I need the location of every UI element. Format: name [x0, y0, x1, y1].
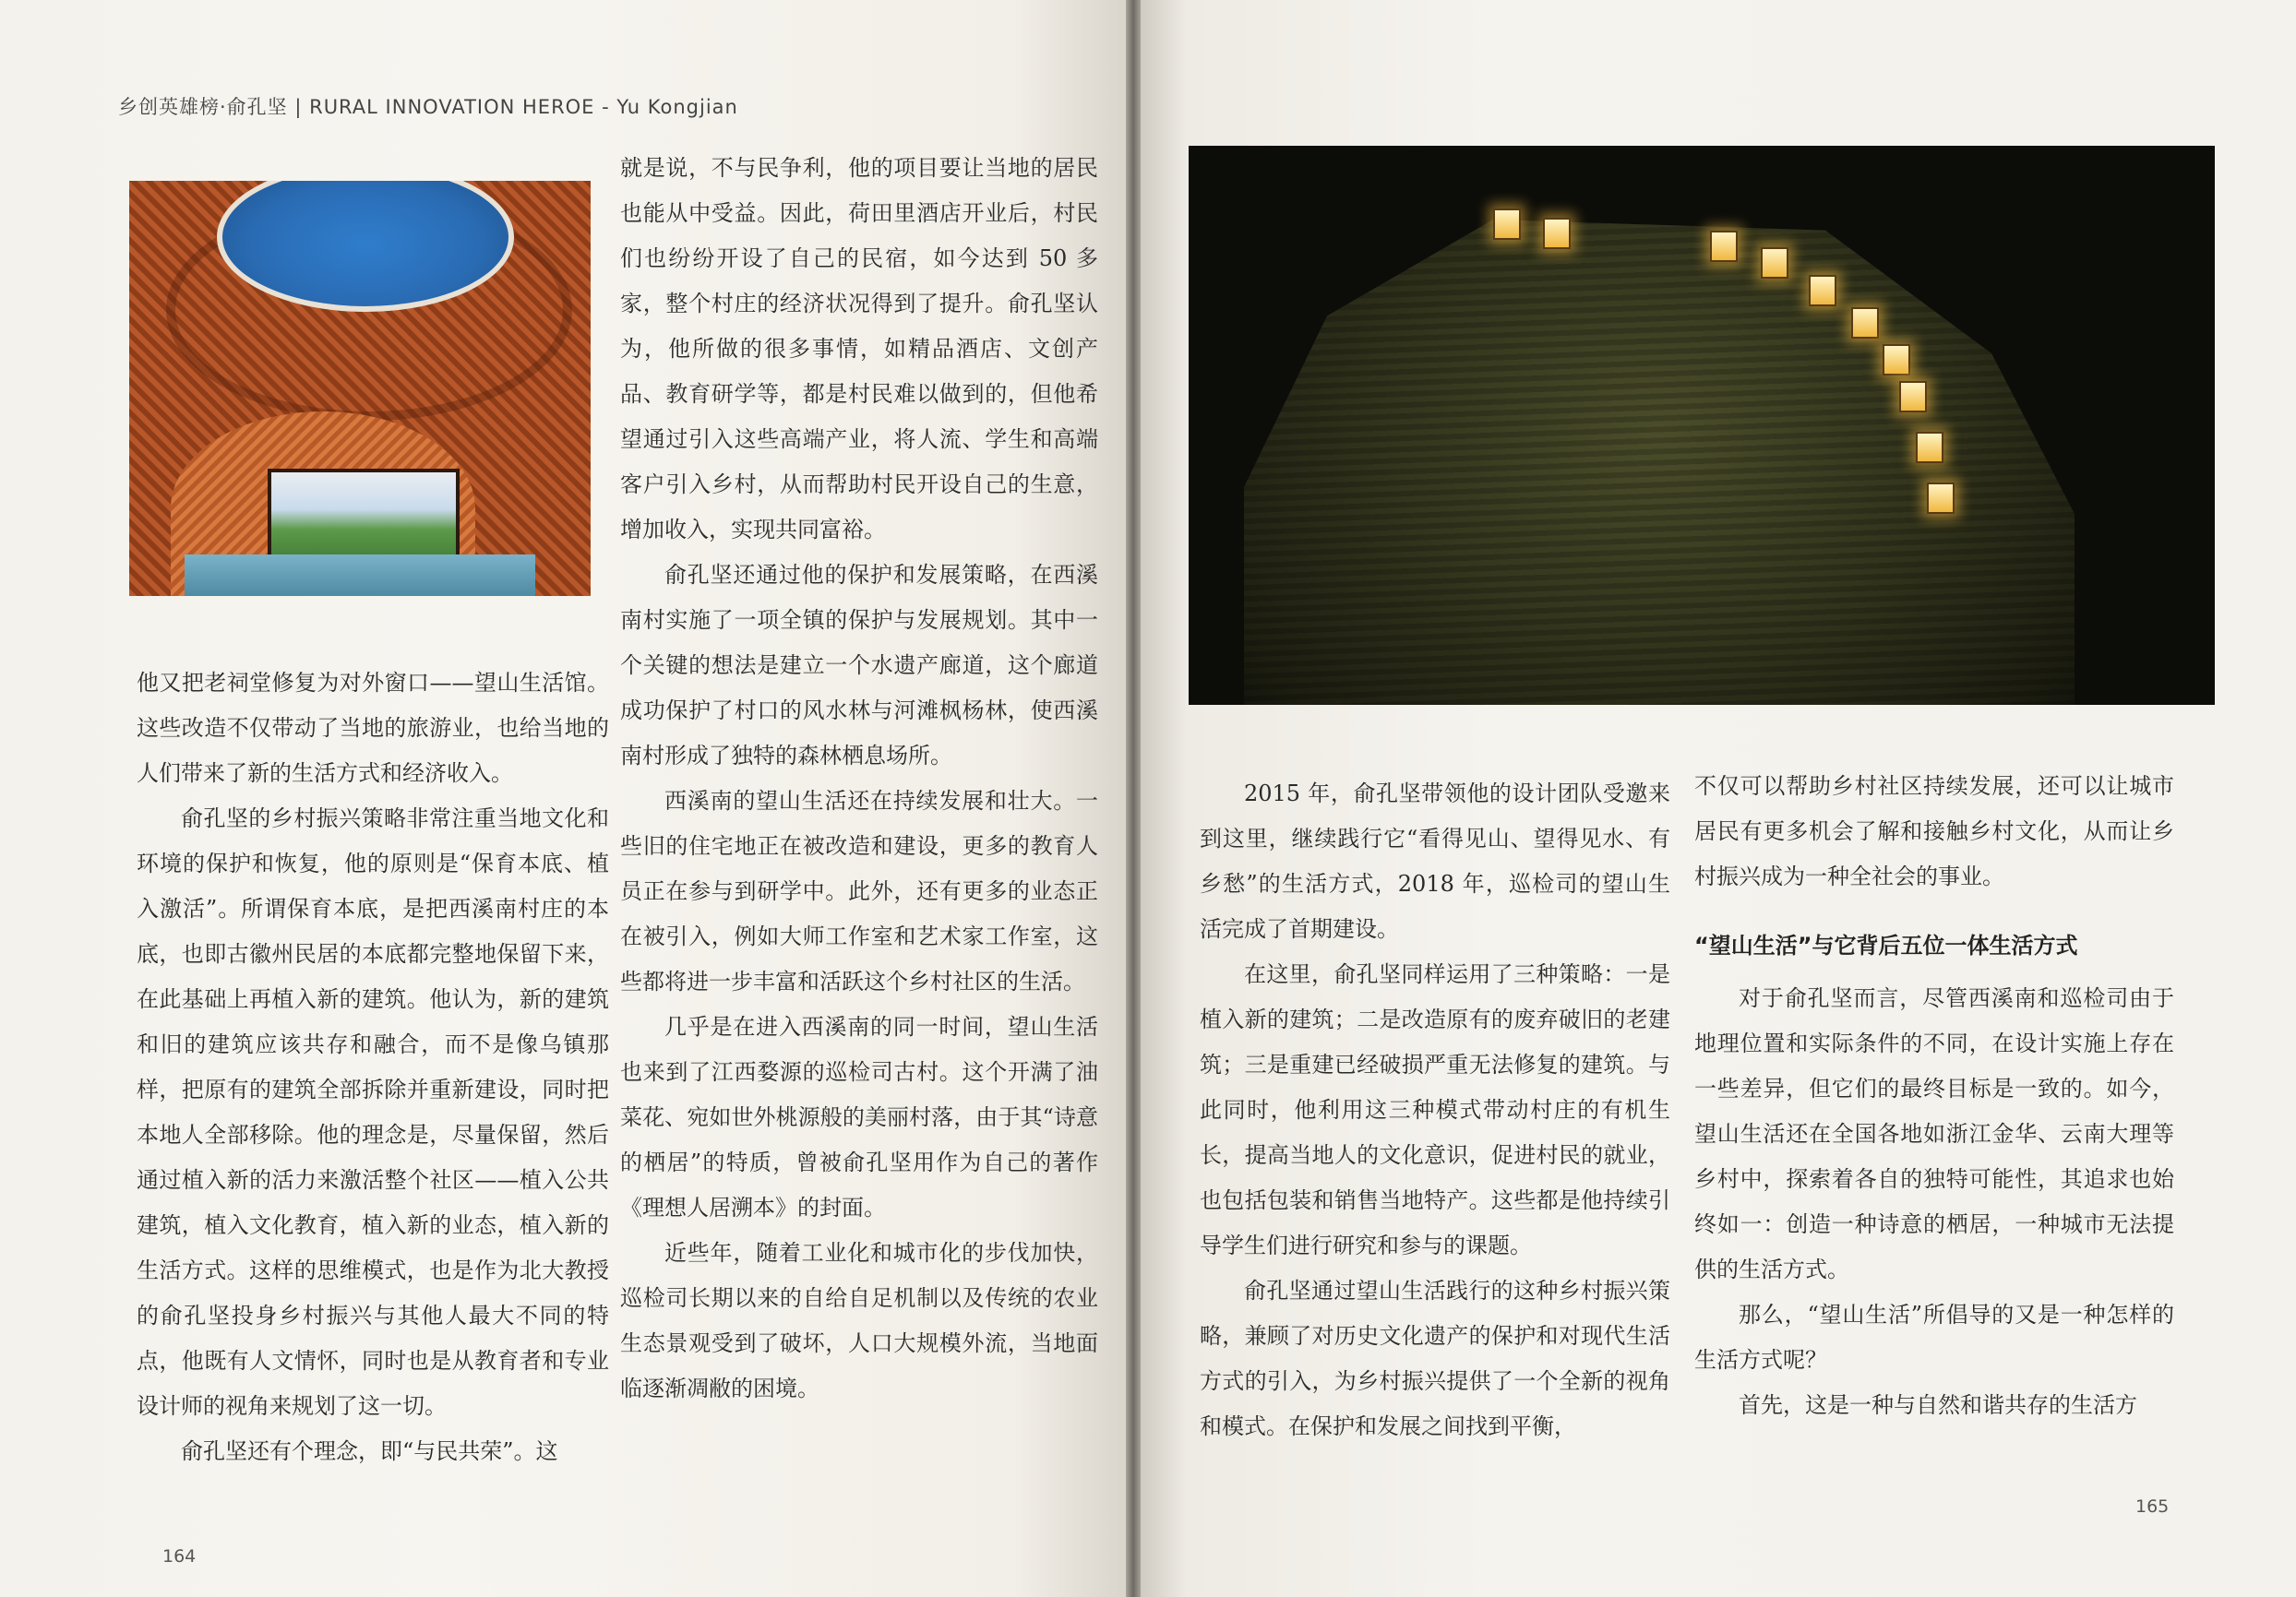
paragraph: 俞孔坚通过望山生活践行的这种乡村振兴策略，兼顾了对历史文化遗产的保护和对现代生活方式的引入，为乡村振兴提供了一个全新的视角和模式。在保护和发展之间找到平衡， [1200, 1278, 1670, 1439]
left-column-1 [137, 661, 609, 1474]
lantern-light [1710, 231, 1738, 262]
paragraph: 2015 年，俞孔坚带领他的设计团队受邀来到这里，继续践行它“看得见山、望得见水、有乡愁”的生活方式，2018 年，巡检司的望山生活完成了首期建设。 [1200, 781, 1670, 942]
paragraph: 不仅可以帮助乡村社区持续发展，还可以让城市居民有更多机会了解和接触乡村文化，从而让乡村振兴成为一种全社会的事业。 [1694, 773, 2174, 889]
lantern-light [1899, 381, 1927, 412]
paragraph: 在这里，俞孔坚同样运用了三种策略：一是植入新的建筑；二是改造原有的废弃破旧的老建筑；三是重建已经破损严重无法修复的建筑。与此同时，他利用这三种模式带动村庄的有机生长，提高当地人的文化意识，促进村民的就业，也包括包装和销售当地特产。这些都是他持续引导学生们进行研究和参与的课题。 [1200, 961, 1670, 1258]
lantern-light [1851, 307, 1879, 339]
page-number: 165 [2135, 1496, 2170, 1517]
book-gutter [1126, 0, 1141, 1597]
lantern-light [1543, 218, 1571, 249]
paragraph: 几乎是在进入西溪南的同一时间，望山生活也来到了江西婺源的巡检司古村。这个开满了油菜花、宛如世外桃源般的美丽村落，由于其“诗意的栖居”的特质，曾被俞孔坚用作为自己的著作《理想人居溯本》的封面。 [620, 1014, 1098, 1221]
left-column-2 [620, 146, 1098, 1412]
lantern-light [1761, 247, 1788, 279]
lantern-light [1916, 432, 1943, 463]
right-column-2 [1694, 764, 2174, 1428]
paragraph: 首先，这是一种与自然和谐共存的生活方 [1739, 1392, 2137, 1418]
lantern-light [1493, 209, 1521, 240]
paragraph: 西溪南的望山生活还在持续发展和壮大。一些旧的住宅地正在被改造和建设，更多的教育人员正在参与到研学中。此外，还有更多的业态正在被引入，例如大师工作室和艺术家工作室，这些都将进一步丰富和活跃这个乡村社区的生活。 [620, 788, 1098, 995]
paragraph: 俞孔坚的乡村振兴策略非常注重当地文化和环境的保护和恢复，他的原则是“保育本底、植入激活”。所谓保育本底，是把西溪南村庄的本底，也即古徽州民居的本底都完整地保留下来，在此基础上再植入新的建筑。他认为，新的建筑和旧的建筑应该共存和融合，而不是像乌镇那样，把原有的建筑全部拆除并重新建设，同时把本地人全部移除。他的理念是，尽量保留，然后通过植入新的活力来激活整个社区——植入公共建筑，植入文化教育，植入新的业态，植入新的生活方式。这样的思维模式，也是作为北大教授的俞孔坚投身乡村振兴与其他人最大不同的特点，他既有人文情怀，同时也是从教育者和专业设计师的视角来规划了这一切。 [137, 805, 609, 1419]
paragraph: 对于俞孔坚而言，尽管西溪南和巡检司由于地理位置和实际条件的不同，在设计实施上存在一些差异，但它们的最终目标是一致的。如今，望山生活还在全国各地如浙江金华、云南大理等乡村中，探索着各自的独特可能性，其追求也始终如一：创造一种诗意的栖居，一种城市无法提供的生活方式。 [1694, 985, 2174, 1282]
lantern-light [1927, 483, 1955, 514]
left-page [0, 0, 1126, 1597]
right-page [1141, 0, 2296, 1597]
lantern-light [1809, 275, 1836, 306]
paragraph: 俞孔坚还通过他的保护和发展策略，在西溪南村实施了一项全镇的保护与发展规划。其中一个关键的想法是建立一个水遗产廊道，这个廊道成功保护了村口的风水林与河滩枫杨林，使西溪南村形成了独特的森林栖息场所。 [620, 562, 1098, 769]
paragraph: 他又把老祠堂修复为对外窗口——望山生活馆。这些改造不仅带动了当地的旅游业，也给当地的人们带来了新的生活方式和经济收入。 [137, 670, 609, 786]
page-number: 164 [162, 1546, 197, 1567]
architecture-photo [129, 181, 591, 596]
paragraph: 那么，“望山生活”所倡导的又是一种怎样的生活方式呢？ [1694, 1302, 2174, 1373]
paragraph: 近些年，随着工业化和城市化的步伐加快，巡检司长期以来的自给自足机制以及传统的农业生态景观受到了破坏，人口大规模外流，当地面临逐渐凋敝的困境。 [620, 1240, 1098, 1401]
right-column-1 [1200, 771, 1670, 1449]
paragraph: 就是说，不与民争利，他的项目要让当地的居民也能从中受益。因此，荷田里酒店开业后，村民们也纷纷开设了自己的民宿，如今达到 50 多家，整个村庄的经济状况得到了提升。俞孔坚认为，他所做的很多事情，如精品酒店、文创产品、教育研学等，都是村民难以做到的，但他希望通过引入这些高端产业，将人流、学生和高端客户引入乡村，从而帮助村民开设自己的生意，增加收入，实现共同富裕。 [620, 155, 1098, 542]
lantern-light [1883, 344, 1910, 375]
night-field-photo [1189, 146, 2215, 705]
photo-pool [185, 554, 535, 596]
photo-rice-field [1244, 220, 2075, 705]
photo-window-view [268, 469, 460, 568]
paragraph: 俞孔坚还有个理念，即“与民共荣”。这 [181, 1438, 558, 1464]
running-head: 乡创英雄榜·俞孔坚 | RURAL INNOVATION HEROE - Yu Kongjian [118, 96, 738, 118]
section-heading: “望山生活”与它背后五位一体生活方式 [1694, 933, 2078, 959]
